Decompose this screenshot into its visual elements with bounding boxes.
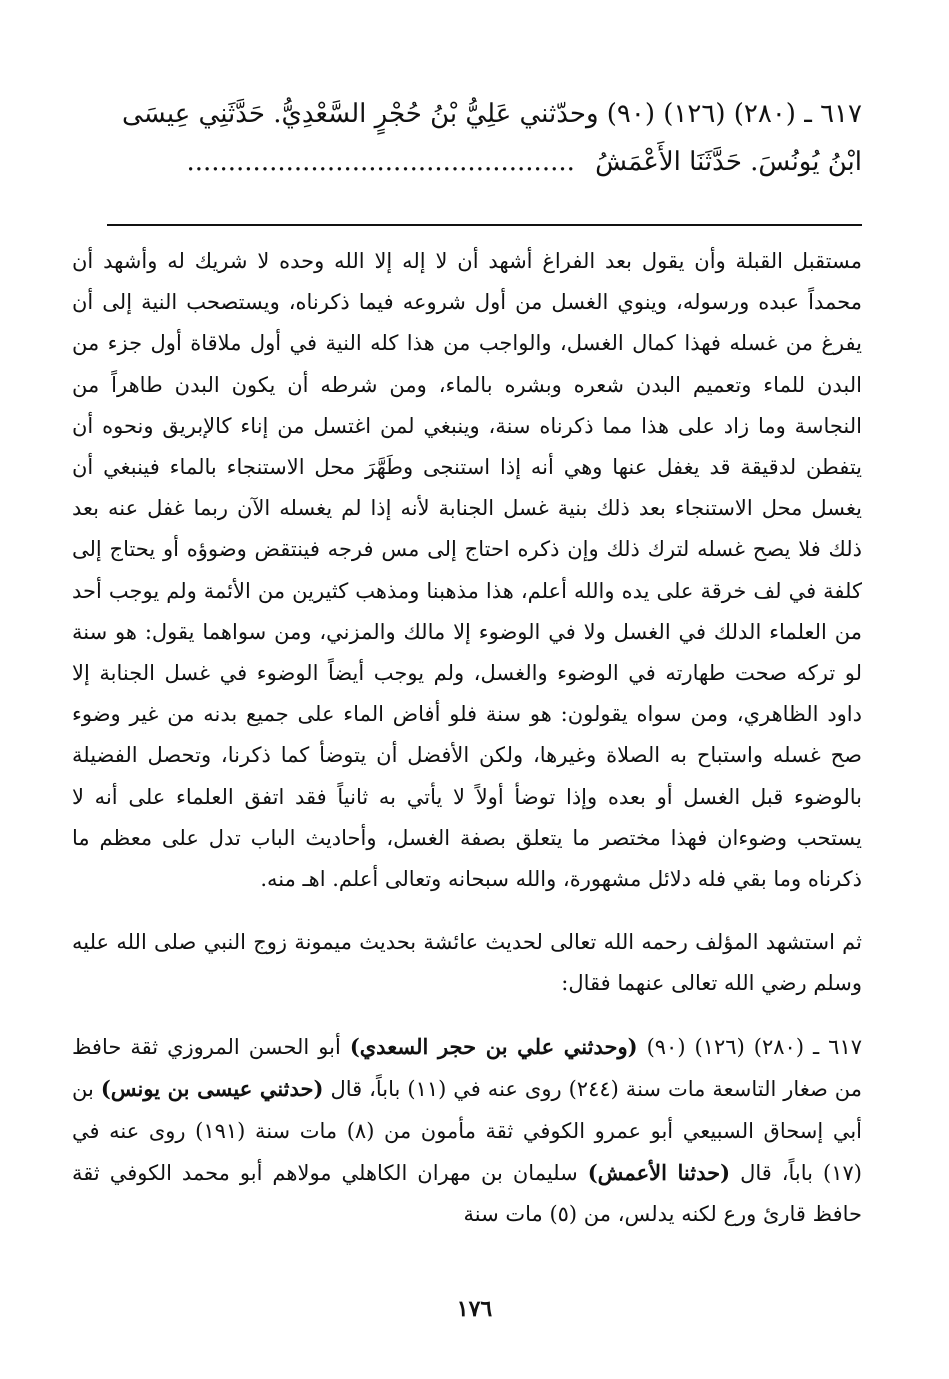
hadith-line-2 xyxy=(72,138,862,186)
sharh-bio-2: بن أبي إسحاق السبيعي أبو عمرو الكوفي ثقة مأمون من (٨) مات سنة (١٩١) روى عنه في (١٧) باباً، قال xyxy=(72,1077,862,1185)
sharh-narrator-3: (حدثنا الأعمش) xyxy=(587,1159,731,1185)
sharh-narrator-2: (حدثني عيسى بن يونس) xyxy=(100,1076,324,1102)
sharh-narrator-1: (وحدثني علي بن حجر السعدي) xyxy=(349,1034,638,1060)
sharh-bio-3: سليمان بن مهران الكاهلي مولاهم أبو محمد الكوفي ثقة حافظ قارئ ورع لكنه يدلس، من (٥) مات سنة xyxy=(72,1160,862,1227)
page-number: ١٧٦ xyxy=(456,1296,493,1322)
commentary-section xyxy=(72,241,862,900)
section-divider xyxy=(107,224,862,227)
hadith-text-1: ٦١٧ ـ (٢٨٠) (١٢٦) (٩٠) وحدّثني عَلِيُّ بْنُ حُجْرٍ السَّعْدِيُّ. حَدَّثَنِي عِيسَى xyxy=(122,99,862,129)
sharh-paragraph xyxy=(72,1026,862,1235)
hadith-ellipsis: ............................................... xyxy=(186,147,575,177)
hadith-line-1 xyxy=(72,90,862,138)
intro-paragraph: ثم استشهد المؤلف رحمه الله تعالى لحديث عائشة بحديث ميمونة زوج النبي صلى الله عليه وسلم رضي الله تعالى عنهما فقال: xyxy=(72,930,862,996)
hadith-text-2: ابْنُ يُونُسَ. حَدَّثَنَا الأَعْمَشُ xyxy=(595,147,862,177)
page-body xyxy=(72,90,862,1256)
commentary-paragraph: مستقبل القبلة وأن يقول بعد الفراغ أشهد أن لا إله إلا الله وحده لا شريك له وأشهد أن محمداً عبده ورسوله، وينوي الغسل من أول شروعه فيما ذكرناه، ويستصحب النية إلى أن يفرغ من غسله فهذا كمال الغسل، والواجب من هذا كله النية في أول ملاقاة أول جزء من البدن للماء وتعميم البدن شعره وبشره بالماء، ومن شرطه أن يكون البدن طاهراً من النجاسة وما زاد على هذا مما ذكرناه سنة، وينبغي لمن اغتسل من إناء كالإبريق ونحوه أن يتفطن لدقيقة قد يغفل عنها وهي أنه إذا استنجى وطَهَّرَ محل الاستنجاء بالماء فينبغي أن يغسل محل الاستنجاء بعد ذلك بنية غسل الجنابة لأنه إذا لم يغسله الآن ربما غفل عنه بعد ذلك فلا يصح غسله لترك ذلك وإن ذكره احتاج إلى مس فرجه فينتقض وضوؤه أو يحتاج إلى كلفة في لف خرقة على يده والله أعلم، هذا مذهبنا ومذهب كثيرين من الأئمة ولم يوجب أحد من العلماء الدلك في الغسل ولا في الوضوء إلا مالك والمزني، ومن سواهما يقول: هو سنة لو تركه صحت طهارته في الوضوء والغسل، ولم يوجب أيضاً الوضوء في غسل الجنابة إلا داود الظاهري، ومن سواه يقولون: هو سنة فلو أفاض الماء على جميع بدنه من غير وضوء صح غسله واستباح به الصلاة وغيرها، ولكن الأفضل أن يتوضأ كما ذكرنا، وتحصل الفضيلة بالوضوء قبل الغسل أو بعده وإذا توضأ أولاً لا يأتي به ثانياً فقد اتفق العلماء على أنه لا يستحب وضوءان فهذا مختصر ما يتعلق بصفة الغسل، وأحاديث الباب تدل على معظم ما ذكرناه وما بقي فله دلائل مشهورة، والله سبحانه وتعالى أعلم. اهـ منه. xyxy=(72,249,862,892)
sharh-number: ٦١٧ ـ (٢٨٠) (١٢٦) (٩٠) xyxy=(646,1035,863,1060)
sharh-bio-1: أبو الحسن المروزي ثقة حافظ من صغار التاسعة مات سنة (٢٤٤) روى عنه في (١١) باباً، قال xyxy=(72,1035,862,1102)
